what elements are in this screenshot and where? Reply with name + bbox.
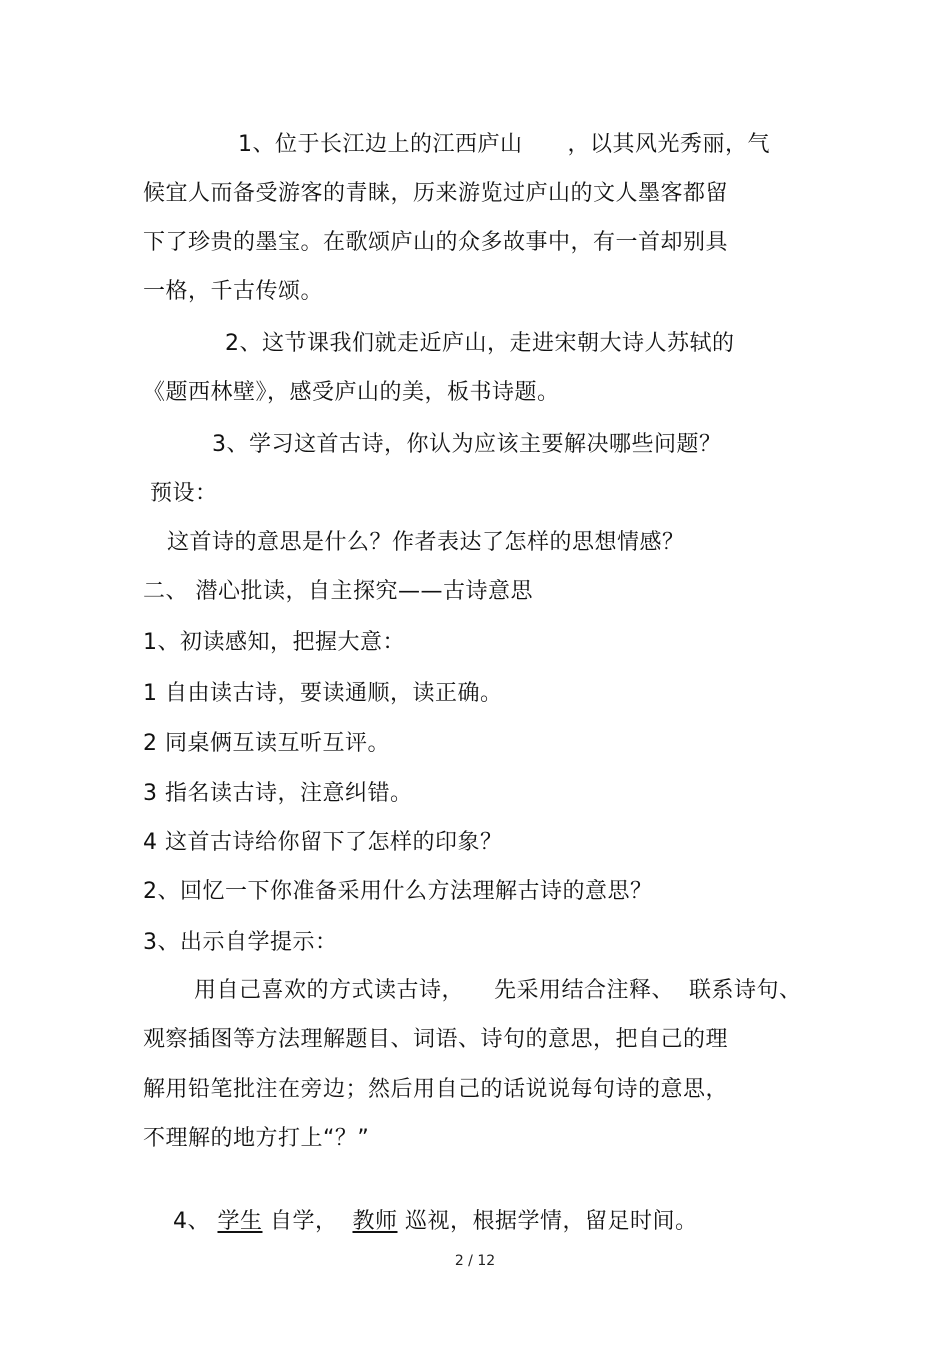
- step-3-heading: 3、出示自学提示：: [143, 930, 338, 955]
- step-1-item-2: 2 同桌俩互读互听互评。: [143, 731, 390, 756]
- step-1-item-1: 1 自由读古诗，要读通顺，读正确。: [143, 681, 503, 706]
- paragraph-2-line-1: 2、这节课我们就走近庐山，走进宋朝大诗人苏轼的: [225, 331, 735, 356]
- step-1-item-4: 4 这首古诗给你留下了怎样的印象？: [143, 830, 503, 855]
- paragraph-1-line-3: 下了珍贵的墨宝。在歌颂庐山的众多故事中，有一首却别具: [143, 230, 729, 255]
- paragraph-1-line-4: 一格，千古传颂。: [143, 279, 324, 304]
- step-1-item-3: 3 指名读古诗，注意纠错。: [143, 781, 413, 806]
- self-study-tip-line-2: 观察插图等方法理解题目、词语、诗句的意思，把自己的理: [143, 1027, 729, 1052]
- step-4-mid-text: 自学，: [262, 1209, 353, 1234]
- self-study-tip-line-1: 用自己喜欢的方式读古诗， 先采用结合注释、 联系诗句、: [194, 978, 802, 1003]
- step-4-prefix: 4、: [172, 1209, 218, 1234]
- preset-label: 预设：: [150, 481, 218, 506]
- teacher-underlined: 教师: [352, 1209, 398, 1234]
- paragraph-2-line-2: 《题西林壁》，感受庐山的美，板书诗题。: [143, 380, 560, 405]
- step-2-heading: 2、回忆一下你准备采用什么方法理解古诗的意思？: [143, 879, 653, 904]
- page-number: 2 / 12: [454, 1253, 496, 1269]
- student-underlined: 学生: [217, 1209, 263, 1234]
- preset-question: 这首诗的意思是什么？作者表达了怎样的思想情感？: [167, 530, 685, 555]
- step-4-tail-text: 巡视，根据学情，留足时间。: [397, 1209, 698, 1234]
- self-study-tip-line-4: 不理解的地方打上“？”: [143, 1126, 370, 1151]
- self-study-tip-line-3: 解用铅笔批注在旁边；然后用自己的话说说每句诗的意思，: [143, 1077, 729, 1102]
- paragraph-1-line-2: 候宜人而备受游客的青睐，历来游览过庐山的文人墨客都留: [143, 181, 729, 206]
- paragraph-1-line-1: 1、位于长江边上的江西庐山 ，以其风光秀丽，气: [238, 132, 770, 157]
- paragraph-3: 3、学习这首古诗，你认为应该主要解决哪些问题？: [212, 432, 722, 457]
- step-1-heading: 1、初读感知，把握大意：: [143, 630, 405, 655]
- section-heading-2: 二、 潜心批读，自主探究——古诗意思: [143, 579, 533, 604]
